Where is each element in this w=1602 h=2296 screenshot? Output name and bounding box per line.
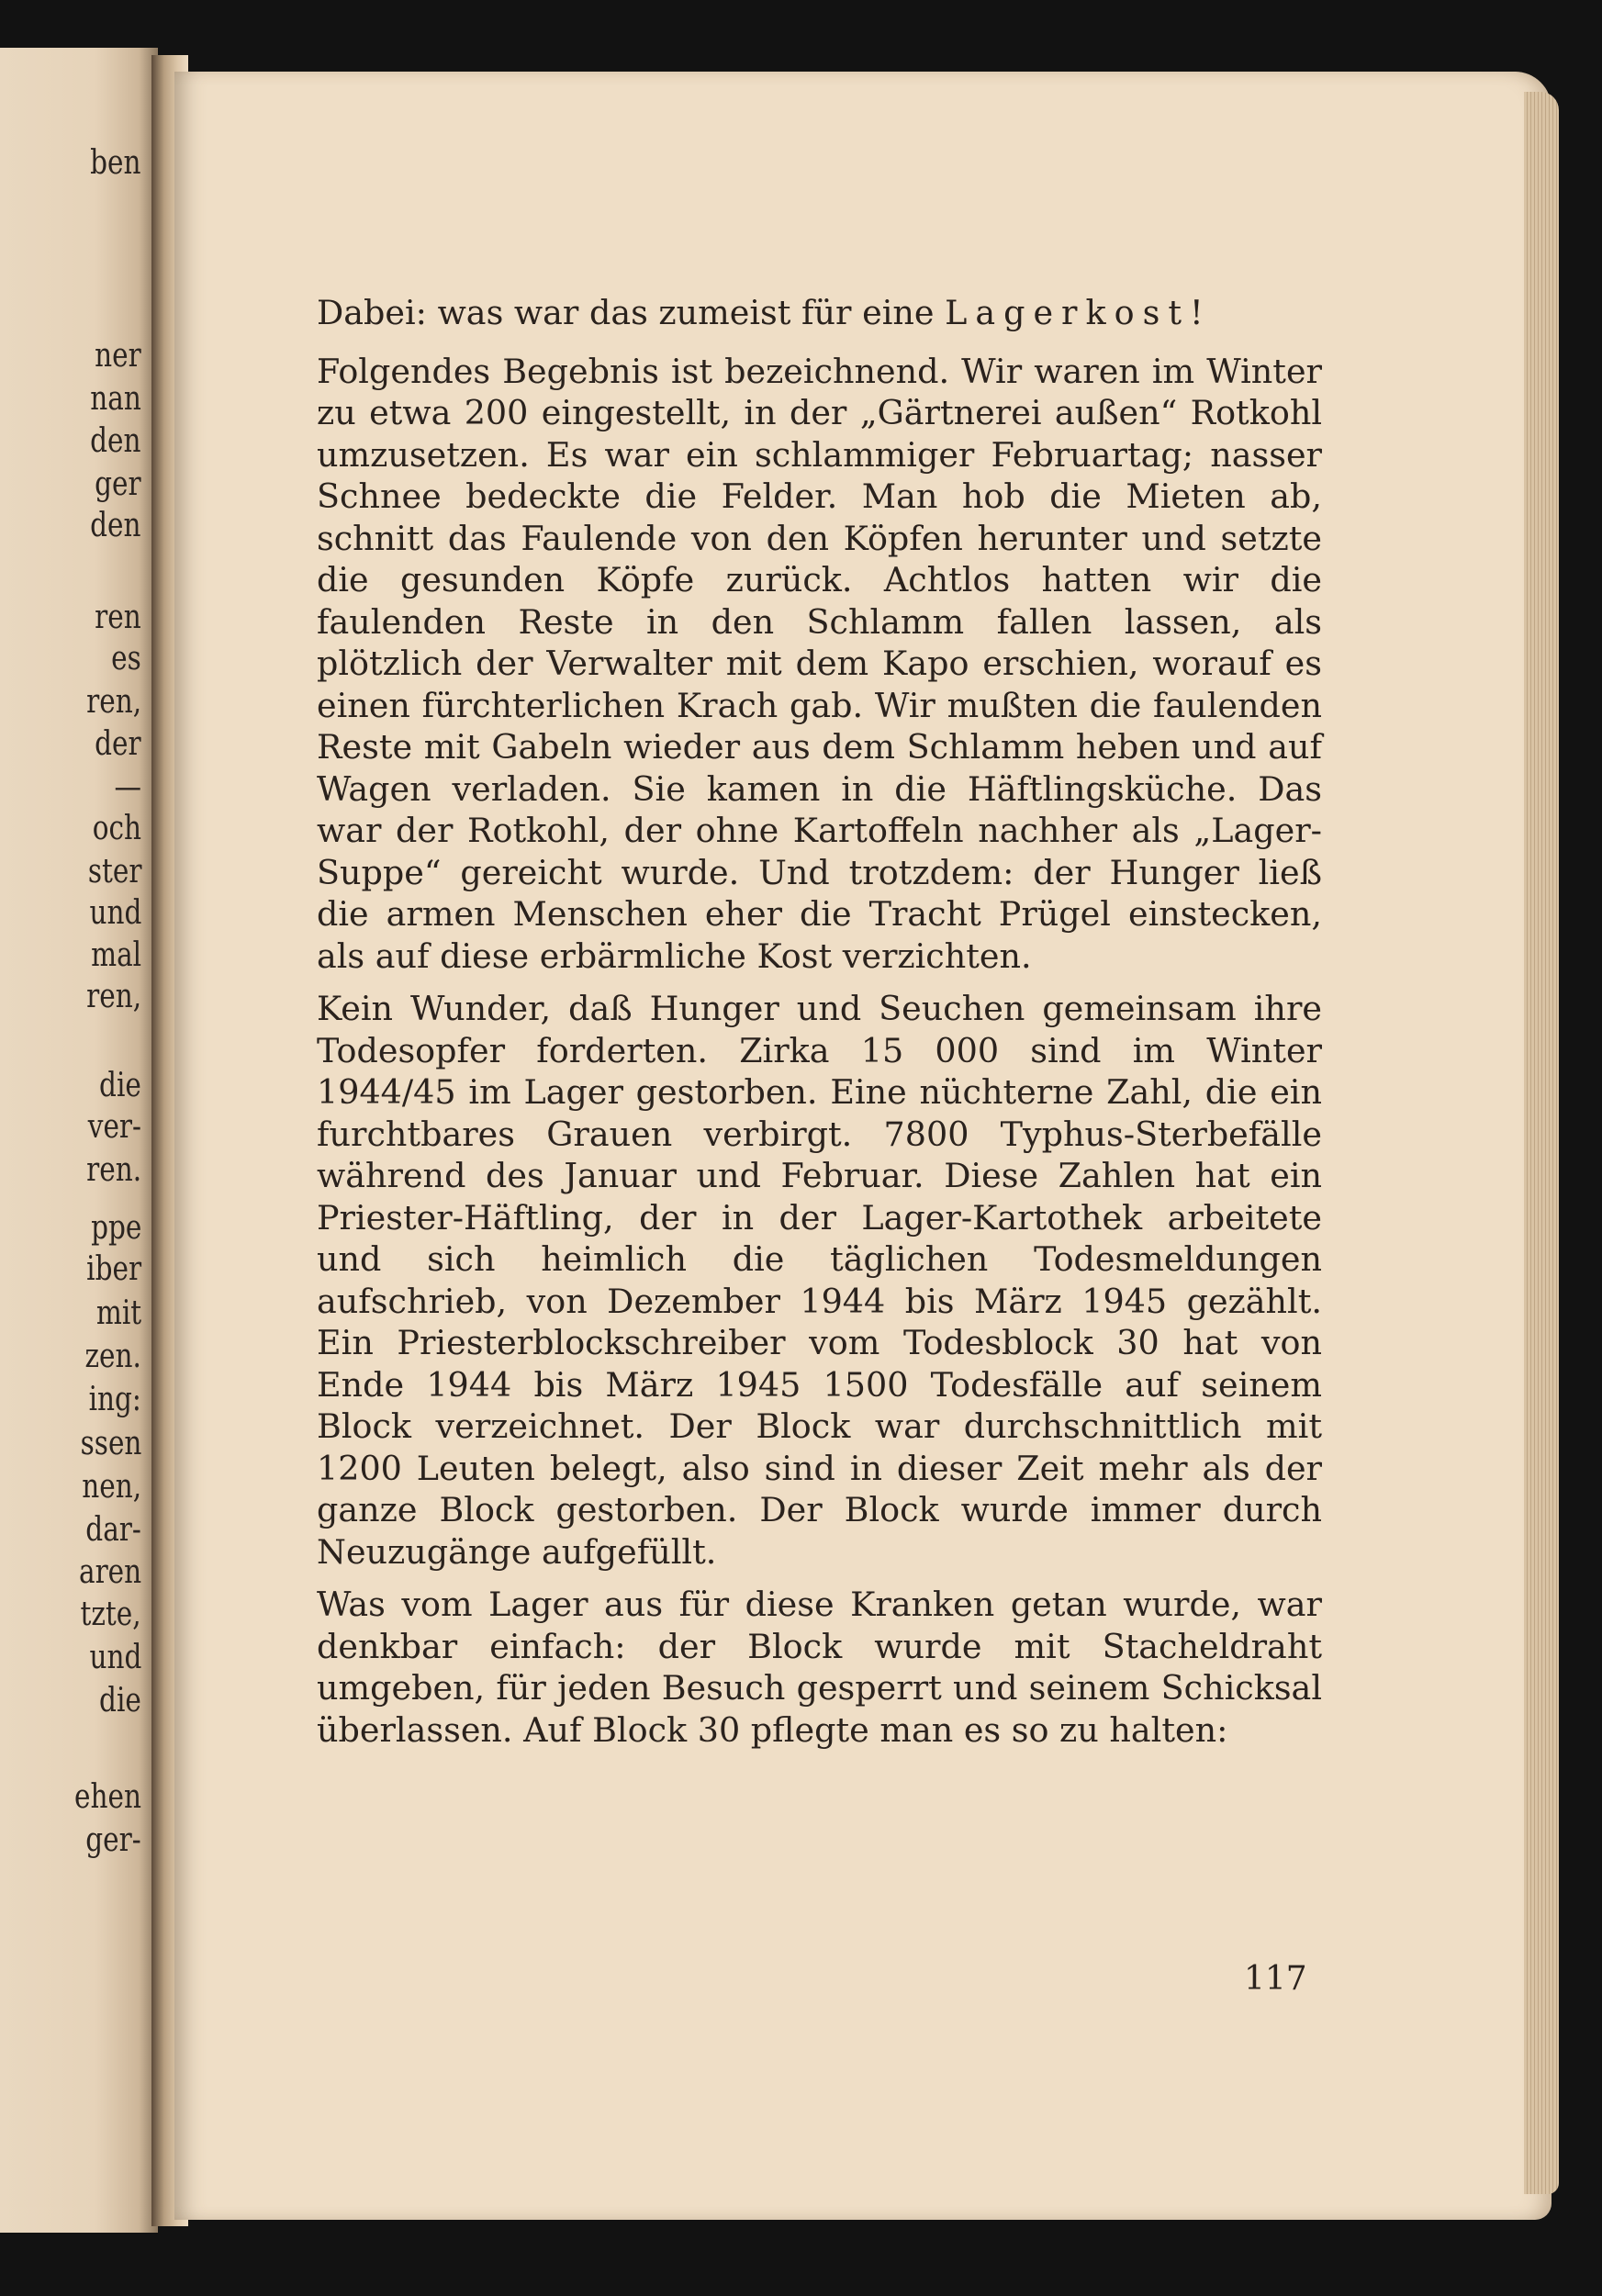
paragraph: Was vom Lager aus für diese Kranken getan wurde, war denkbar einfach: der Block wurde mit Stacheldraht umgeben, für jeden Besuch gesperrt und seinem Schicksal überlassen. Auf Block 30 pflegte man es so zu halten:: [317, 1585, 1322, 1750]
left-page-fragment: dar-: [85, 1511, 141, 1549]
left-page-fragment: die: [99, 1682, 141, 1719]
left-page-fragment: ppe: [90, 1209, 141, 1247]
left-page-fragment: die: [99, 1067, 141, 1104]
left-page-fragment: zen.: [84, 1338, 141, 1375]
left-page-fragment: und: [89, 894, 141, 932]
paragraph: Folgendes Begebnis ist bezeichnend. Wir waren im Winter zu etwa 200 eingestellt, in der „Gärtnerei außen“ Rotkohl umzusetzen. Es war ein schlammiger Februartag; nasser Schnee bedeckte die Felder. Man hob die Mieten ab, schnitt das Faulende von den Köpfen herunter und setzte die gesunden Köpfe zurück. Achtlos hatten wir die faulenden Reste in den Schlamm fallen lassen, als plötzlich der Verwalter mit dem Kapo erschien, worauf es einen fürchterlichen Krach gab. Wir mußten die faulenden Reste mit Gabeln wieder aus dem Schlamm heben und auf Wagen verladen. Sie kamen in die Häftlingsküche. Das war der Rotkohl, der ohne Kartoffeln nachher als „Lager-Suppe“ gereicht wurde. Und trotzdem: der Hunger ließ die armen Menschen eher die Tracht Prügel einstecken, als auf diese erbärmliche Kost verzichten.: [317, 351, 1322, 976]
left-page-fragment: ren,: [86, 978, 141, 1015]
page-number: 117: [1244, 1960, 1307, 1998]
left-page-fragment: und: [89, 1639, 141, 1676]
left-page-fragment: ger-: [85, 1821, 141, 1859]
left-page-fragment: ver-: [87, 1108, 141, 1146]
left-page-fragment: ing:: [88, 1381, 141, 1418]
page-edges: [1524, 92, 1559, 2194]
intro-line: [317, 292, 1322, 334]
left-page-fragment: iber: [86, 1250, 141, 1288]
left-page-fragment: ssen: [80, 1425, 141, 1462]
left-page-fragment: mit: [95, 1294, 141, 1332]
left-page-fragment: ren: [95, 599, 141, 636]
left-page-fragment: ehen: [74, 1778, 141, 1816]
left-page-fragment: tzte,: [80, 1596, 141, 1633]
left-page-fragment: ger: [95, 465, 141, 503]
left-page-fragment: nan: [90, 380, 141, 418]
emphasized-word: Lagerkost: [945, 293, 1190, 332]
left-page-fragment: ner: [95, 337, 141, 375]
left-page-fragment: —: [114, 768, 141, 806]
intro-line-prefix: Dabei: was war das zumeist für eine: [317, 293, 946, 332]
left-page-fragment: nen,: [82, 1468, 141, 1506]
left-page-edge: [0, 48, 158, 2233]
left-page-fragment: ben: [90, 144, 141, 182]
left-page-fragment: aren: [78, 1553, 141, 1591]
left-page-fragment: es: [111, 640, 141, 678]
left-page-fragment: mal: [90, 936, 141, 974]
left-page-fragment: ren.: [86, 1151, 141, 1189]
intro-line-suffix: !: [1190, 293, 1204, 332]
left-page-fragment: och: [92, 810, 141, 847]
left-page-fragment: der: [95, 725, 141, 763]
left-page-fragment: den: [90, 422, 141, 460]
page-text: [317, 292, 1322, 1762]
left-page-fragment: den: [90, 507, 141, 544]
left-page-fragment: ster: [87, 853, 141, 890]
left-page-fragment: ren,: [86, 683, 141, 721]
paragraph: Kein Wunder, daß Hunger und Seuchen gemeinsam ihre Todesopfer forderten. Zirka 15 000 sind im Winter 1944/45 im Lager gestorben. Eine nüchterne Zahl, die ein furchtbares Grauen verbirgt. 7800 Typhus-Sterbefälle während des Januar und Februar. Diese Zahlen hat ein Priester-Häftling, der in der Lager-Kartothek arbeitete und sich heimlich die täglichen Todesmeldungen aufschrieb, von Dezember 1944 bis März 1945 gezählt. Ein Priesterblockschreiber vom Todesblock 30 hat von Ende 1944 bis März 1945 1500 Todesfälle auf seinem Block verzeichnet. Der Block war durchschnittlich mit 1200 Leuten belegt, also sind in dieser Zeit mehr als der ganze Block gestorben. Der Block wurde immer durch Neuzugänge aufgefüllt.: [317, 989, 1322, 1572]
